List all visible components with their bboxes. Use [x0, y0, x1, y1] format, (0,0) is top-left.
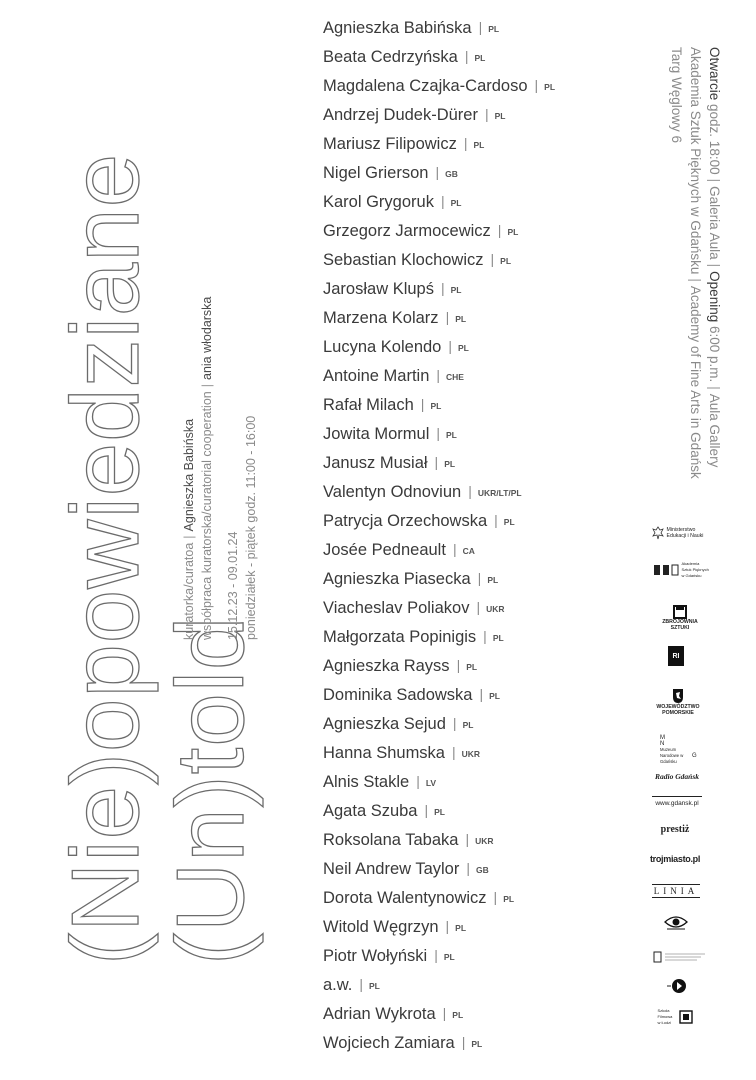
artist-country: PL	[369, 981, 380, 991]
artist-name: Agnieszka Piasecka	[323, 570, 471, 588]
artist-country: PL	[488, 24, 500, 34]
artist-name: Dominika Sadowska	[323, 686, 473, 704]
artist-name: Lucyna Kolendo	[323, 338, 442, 356]
separator: |	[456, 657, 461, 673]
artist-name: Magdalena Czajka-Cardoso	[323, 77, 528, 95]
opening-pl-time: godz. 18:00	[707, 104, 722, 175]
artist-name: Viacheslav Poliakov	[323, 599, 470, 617]
separator: |	[420, 396, 425, 412]
artist-item	[323, 739, 555, 768]
separator: |	[435, 164, 440, 180]
artist-item	[323, 246, 555, 275]
artist-item	[323, 362, 555, 391]
castle-icon	[672, 603, 688, 619]
muzeum-text: Muzeum Narodowe w Gdańsku	[660, 747, 684, 764]
separator: |	[478, 19, 483, 35]
curator-credit: kuratorka/curatoa|Agnieszka Babińska	[182, 418, 196, 640]
muzeum-g: G	[692, 753, 697, 759]
artist-item	[323, 884, 555, 913]
radio-gdansk-logo: Radio Gdańsk	[655, 771, 699, 781]
separator: |	[424, 802, 429, 818]
separator: |	[483, 628, 487, 644]
artist-country: PL	[503, 517, 515, 527]
artist-item	[323, 72, 555, 101]
artist-name: Piotr Wołyński	[323, 947, 428, 965]
artist-country: PL	[544, 82, 556, 92]
artist-country: UKR	[486, 604, 505, 614]
opening-pl-label: Otwarcie	[707, 47, 722, 101]
artist-country: PL	[474, 53, 486, 63]
artist-item	[323, 1029, 555, 1058]
artist-name: Hanna Shumska	[323, 744, 445, 762]
artist-name: Witold Węgrzyn	[323, 918, 439, 936]
ministry-text: Ministerstwo Edukacji i Nauki	[666, 527, 704, 539]
academy-logo	[651, 561, 711, 579]
artist-item	[323, 130, 555, 159]
artist-name: Sebastian Klochowicz	[323, 251, 484, 269]
griffin-icon	[671, 688, 685, 704]
artist-name: Neil Andrew Taylor	[323, 860, 460, 878]
artist-item	[323, 826, 555, 855]
separator: |	[434, 454, 439, 470]
artist-item	[323, 188, 555, 217]
trojmiasto-logo: trojmiasto.pl	[649, 854, 701, 864]
artist-country: LV	[425, 778, 437, 788]
separator: |	[452, 541, 457, 557]
artist-name: Agnieszka Rayss	[323, 657, 450, 675]
circle-logo	[663, 975, 689, 997]
artist-country: PL	[462, 720, 474, 730]
artist-country: PL	[446, 430, 457, 440]
opening-en-label: Opening	[707, 271, 722, 323]
academy-text: Akademia Sztuk Pięknych w Gdańsku	[681, 561, 709, 578]
artist-item	[323, 391, 555, 420]
szkola-text: Szkoła Filmowa w Łodzi	[657, 1008, 673, 1025]
artist-country: PL	[494, 111, 506, 121]
artist-name: Małgorzata Popinigis	[323, 628, 477, 646]
artist-country: CHE	[446, 372, 464, 382]
artist-country: PL	[507, 227, 519, 237]
separator: |	[442, 1005, 447, 1021]
artist-country: PL	[455, 923, 467, 933]
address: Targ Węglowy 6	[669, 47, 684, 144]
artist-list	[323, 14, 555, 1058]
separator: |	[452, 715, 457, 731]
separator: |	[461, 1034, 466, 1050]
wojewodztwo-logo	[655, 684, 701, 720]
artist-item	[323, 159, 555, 188]
artist-name: Agnieszka Babińska	[323, 19, 472, 37]
opening-hours: poniedziałek - piątek godz. 11:00 - 16:00	[244, 415, 258, 640]
artist-country: PL	[500, 256, 512, 266]
artist-item	[323, 565, 555, 594]
artist-item	[323, 623, 555, 652]
separator: |	[463, 135, 468, 151]
gdansk-logo: www.gdansk.pl	[652, 796, 702, 809]
artist-country: PL	[455, 314, 467, 324]
separator: |	[434, 947, 438, 963]
artist-country: PL	[492, 633, 504, 643]
separator: |	[493, 889, 498, 905]
artist-name: Nigel Grierson	[323, 164, 429, 182]
artist-name: Marzena Kolarz	[323, 309, 439, 327]
gallery-en: Aula Gallery	[707, 393, 722, 468]
title-polish: (Nie)opowiedziane	[52, 152, 159, 965]
separator: |	[452, 744, 456, 760]
artist-item	[323, 652, 555, 681]
artist-country: PL	[452, 1010, 464, 1020]
artist-item	[323, 710, 555, 739]
curator-name: Agnieszka Babińska	[182, 418, 196, 532]
artist-name: Rafał Milach	[323, 396, 414, 414]
separator: |	[440, 280, 445, 296]
separator: |	[440, 193, 445, 209]
artist-name: Josée Pedneault	[323, 541, 446, 559]
separator: |	[445, 918, 450, 934]
title-english: (Un)told	[157, 615, 264, 965]
artist-name: Agnieszka Sejud	[323, 715, 446, 733]
artist-name: a.w.	[323, 976, 353, 994]
eagle-icon	[652, 526, 664, 540]
artist-country: PL	[458, 343, 469, 353]
opening-info: Otwarcie godz. 18:00|Galeria Aula|Opening 6:00 p.m.|Aula Gallery	[707, 47, 722, 468]
circle-icon	[665, 976, 687, 996]
separator: |	[497, 222, 502, 238]
artist-item	[323, 43, 555, 72]
artist-name: Karol Grygoruk	[323, 193, 434, 211]
academy-pl: Akademia Sztuk Pięknych w Gdańsku	[688, 47, 703, 275]
artist-name: Wojciech Zamiara	[323, 1034, 455, 1052]
artist-name: Patrycja Orzechowska	[323, 512, 488, 530]
separator: |	[477, 570, 482, 586]
artist-item	[323, 333, 555, 362]
artist-item	[323, 217, 555, 246]
artist-item	[323, 768, 555, 797]
artist-name: Valentyn Odnoviun	[323, 483, 462, 501]
artist-name: Beata Cedrzyńska	[323, 48, 458, 66]
cooperation-name: ania włodarska	[200, 296, 214, 380]
separator: |	[416, 773, 420, 789]
ri-logo: RI	[668, 646, 684, 666]
artist-name: Andrzej Dudek-Dürer	[323, 106, 478, 124]
artist-item	[323, 536, 555, 565]
cooperation-credit: współpraca kuratorska/curatorial cooperation|ania włodarska	[200, 296, 214, 640]
artist-item	[323, 449, 555, 478]
artist-item	[323, 594, 555, 623]
artist-name: Dorota Walentynowicz	[323, 889, 487, 907]
separator: |	[448, 338, 452, 354]
muzeum-letters: M N	[660, 735, 675, 747]
artist-item	[323, 304, 555, 333]
opening-en-time: 6:00 p.m.	[707, 325, 722, 383]
artist-item	[323, 971, 555, 1000]
artist-country: PL	[450, 198, 462, 208]
artist-item	[323, 1000, 555, 1029]
artist-name: Jowita Mormul	[323, 425, 430, 443]
artist-country: CA	[462, 546, 475, 556]
eye-logo	[662, 912, 690, 932]
separator: |	[359, 976, 363, 992]
blur-sponsor-logo	[650, 948, 710, 966]
exhibition-dates: 15.12.23 - 09.01.24	[226, 531, 240, 640]
sponsor-mark-icon	[653, 950, 707, 964]
artist-name: Mariusz Filipowicz	[323, 135, 457, 153]
artist-country: PL	[443, 952, 455, 962]
artist-item	[323, 101, 555, 130]
gallery-pl: Galeria Aula	[707, 186, 722, 260]
artist-country: PL	[473, 140, 485, 150]
artist-country: PL	[487, 575, 499, 585]
artist-country: PL	[434, 807, 446, 817]
artist-item	[323, 420, 555, 449]
separator: |	[436, 425, 440, 441]
artist-item	[323, 275, 555, 304]
separator: |	[534, 77, 539, 93]
artist-item	[323, 855, 555, 884]
academy-emblem-icon	[653, 563, 679, 577]
artist-country: UKR	[475, 836, 494, 846]
separator: |	[436, 367, 441, 383]
wojewodztwo-text: WOJEWÓDZTWO POMORSKIE	[656, 704, 700, 716]
artist-name: Antoine Martin	[323, 367, 430, 385]
artist-country: PL	[489, 691, 500, 701]
separator: |	[476, 599, 481, 615]
artist-name: Roksolana Tabaka	[323, 831, 459, 849]
artist-item	[323, 478, 555, 507]
artist-name: Agata Szuba	[323, 802, 418, 820]
szkola-filmowa-logo	[655, 1006, 695, 1028]
zbrojownia-text: ZBROJOWNIA SZTUKI	[662, 619, 698, 631]
separator: |	[490, 251, 495, 267]
artist-country: PL	[471, 1039, 483, 1049]
artist-country: GB	[475, 865, 489, 875]
artist-country: PL	[430, 401, 442, 411]
artist-name: Adrian Wykrota	[323, 1005, 436, 1023]
artist-item	[323, 507, 555, 536]
separator: |	[484, 106, 489, 122]
artist-item	[323, 942, 555, 971]
muzeum-logo	[660, 734, 700, 766]
artist-country: PL	[444, 459, 456, 469]
separator: |	[464, 48, 469, 64]
artist-item	[323, 681, 555, 710]
separator: |	[494, 512, 498, 528]
artist-item	[323, 913, 555, 942]
artist-name: Grzegorz Jarmocewicz	[323, 222, 491, 240]
separator: |	[479, 686, 484, 702]
artist-name: Alnis Stakle	[323, 773, 410, 791]
artist-country: UKR/LT/PL	[477, 488, 522, 498]
artist-country: PL	[466, 662, 478, 672]
artist-country: UKR	[461, 749, 481, 759]
artist-country: PL	[503, 894, 515, 904]
separator: |	[466, 860, 470, 876]
zbrojownia-logo	[660, 600, 700, 634]
separator: |	[468, 483, 472, 499]
separator: |	[445, 309, 450, 325]
cooperation-label: współpraca kuratorska/curatorial cooperation	[200, 391, 214, 640]
prestiz-logo: prestiż	[660, 823, 690, 835]
artist-name: Jarosław Klupś	[323, 280, 434, 298]
artist-item	[323, 797, 555, 826]
ministry-logo	[650, 522, 710, 544]
film-school-icon	[679, 1010, 693, 1024]
artist-name: Janusz Musiał	[323, 454, 428, 472]
linia-logo: LINIA	[653, 886, 699, 896]
artist-item	[323, 14, 555, 43]
curator-label: kuratorka/curatoa	[182, 542, 196, 640]
artist-country: GB	[445, 169, 458, 179]
artist-country: PL	[450, 285, 462, 295]
academy-info: Akademia Sztuk Pięknych w Gdańsku|Academy of Fine Arts in Gdańsk	[688, 47, 703, 479]
eye-icon	[663, 913, 689, 931]
academy-en: Academy of Fine Arts in Gdańsk	[688, 285, 703, 479]
separator: |	[465, 831, 470, 847]
